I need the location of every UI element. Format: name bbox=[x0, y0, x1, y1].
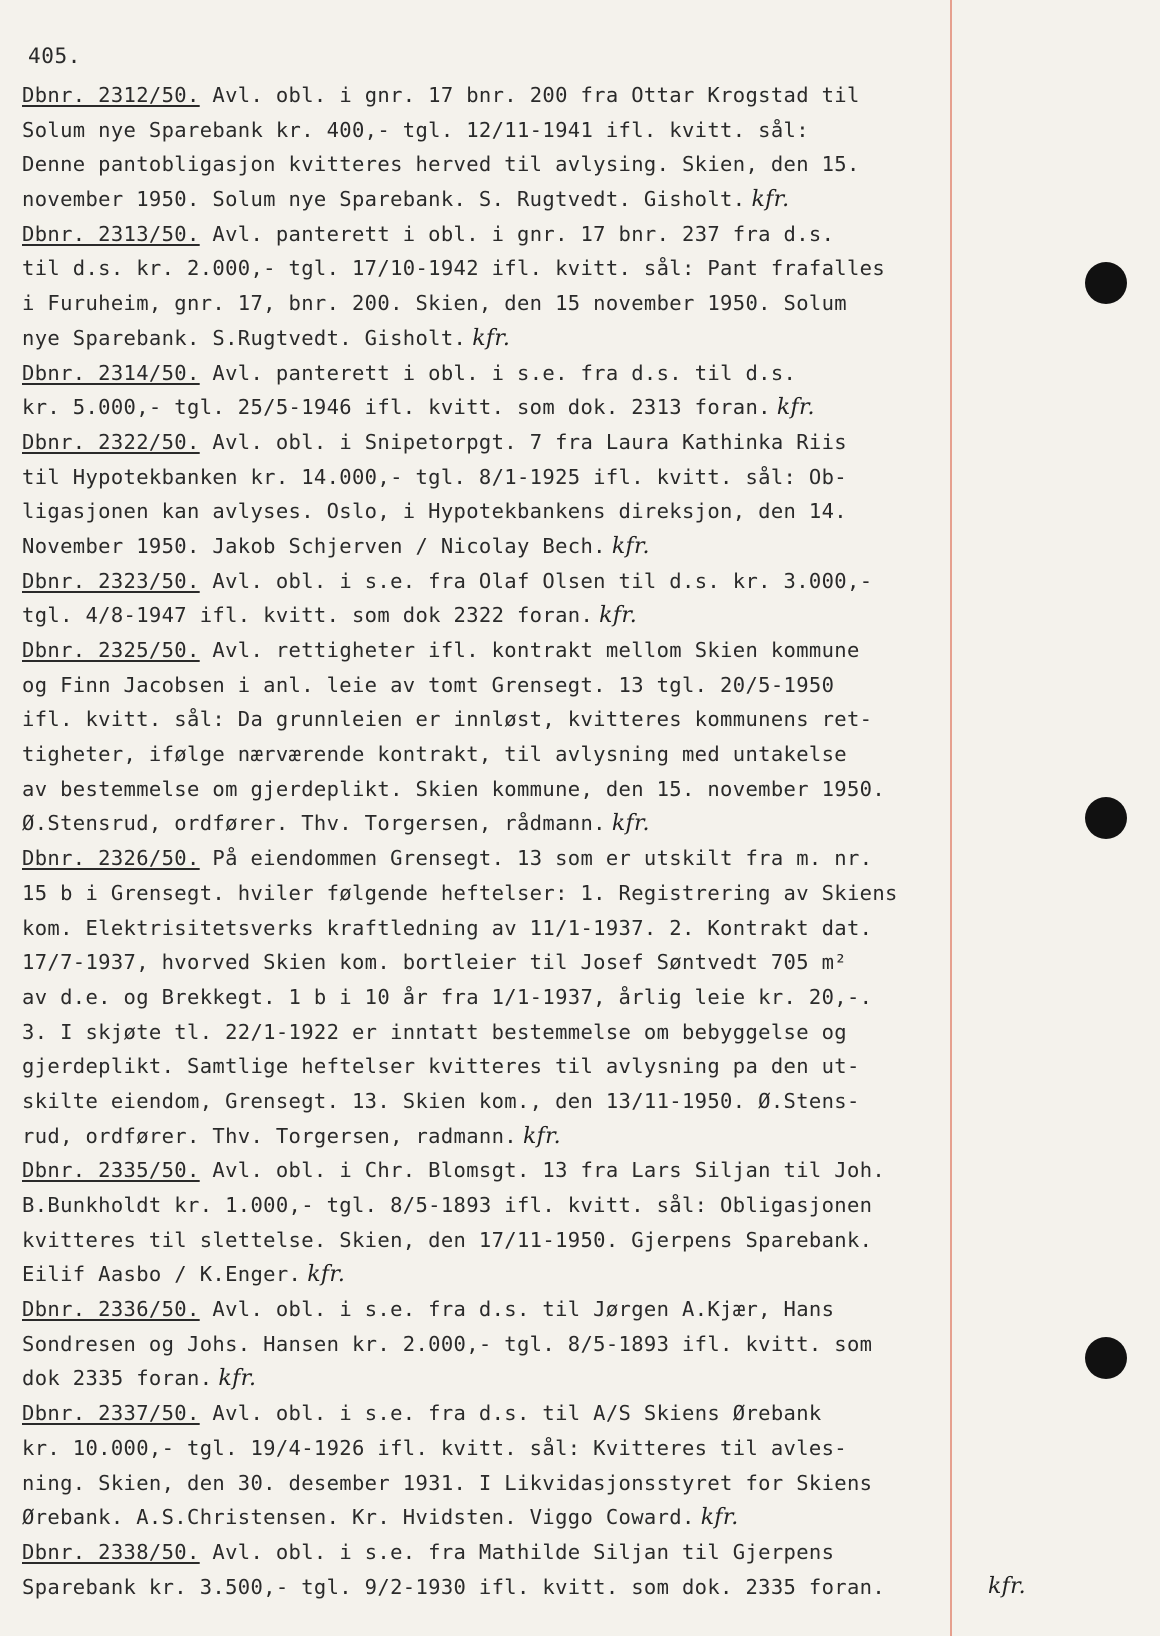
page-number: 405. bbox=[28, 44, 81, 68]
dbnr-number: Dbnr. 2335/50. bbox=[22, 1158, 200, 1183]
entry-line bbox=[22, 529, 962, 564]
entry-line bbox=[22, 1396, 962, 1431]
entry-text: ifl. kvitt. sål: Da grunnleien er innløst, kvitteres kommunens ret- bbox=[22, 707, 873, 732]
entry-text: gjerdeplikt. Samtlige heftelser kvitteres til avlysning pa den ut- bbox=[22, 1054, 860, 1079]
entry-text: Avl. rettigheter ifl. kontrakt mellom Skien kommune bbox=[199, 638, 860, 662]
dbnr-number: Dbnr. 2314/50. bbox=[22, 360, 200, 385]
entry bbox=[22, 564, 962, 633]
entry-line bbox=[22, 806, 962, 841]
entry bbox=[22, 1396, 962, 1535]
entry-text: kvitteres til slettelse. Skien, den 17/11-1950. Gjerpens Sparebank. bbox=[22, 1227, 873, 1252]
entry-text: nye Sparebank. S.Rugtvedt. Gisholt. bbox=[22, 325, 467, 350]
entry-line bbox=[22, 633, 962, 668]
entry-line bbox=[22, 876, 962, 911]
entry-text: B.Bunkholdt kr. 1.000,- tgl. 8/5-1893 ifl. kvitt. sål: Obligasjonen bbox=[22, 1193, 873, 1217]
entry-line bbox=[22, 113, 962, 148]
entry-text: Avl. obl. i gnr. 17 bnr. 200 fra Ottar Krogstad til bbox=[199, 83, 860, 107]
entry-line bbox=[22, 390, 962, 425]
signature-mark: kfr. bbox=[611, 533, 650, 559]
entry-text: rud, ordfører. Thv. Torgersen, radmann. bbox=[22, 1123, 517, 1148]
entry-line bbox=[22, 1153, 962, 1188]
entry-text: dok 2335 foran. bbox=[22, 1366, 213, 1391]
entry-line bbox=[22, 1084, 962, 1119]
entry bbox=[22, 356, 962, 425]
entry-text: På eiendommen Grensegt. 13 som er utskilt fra m. nr. bbox=[199, 846, 873, 871]
entry-line bbox=[22, 702, 962, 737]
entry-line bbox=[22, 1119, 962, 1154]
entry-text: 15 b i Grensegt. hviler følgende heftelser: 1. Registrering av Skiens bbox=[22, 880, 898, 905]
entry-line bbox=[22, 1223, 962, 1258]
entry-text: november 1950. Solum nye Sparebank. S. Rugtvedt. Gisholt. bbox=[22, 187, 746, 212]
entry-line bbox=[22, 1015, 962, 1050]
entry-line bbox=[22, 1431, 962, 1466]
dbnr-number: Dbnr. 2336/50. bbox=[22, 1297, 200, 1322]
entry-text: Avl. panterett i obl. i gnr. 17 bnr. 237 fra d.s. bbox=[199, 221, 835, 246]
entry-line bbox=[22, 425, 962, 460]
entry-text: ning. Skien, den 30. desember 1931. I Likvidasjonsstyret for Skiens bbox=[22, 1470, 873, 1495]
dbnr-number: Dbnr. 2312/50. bbox=[22, 83, 200, 107]
dbnr-number: Dbnr. 2337/50. bbox=[22, 1401, 200, 1426]
entry-line bbox=[22, 321, 962, 356]
entry-text: November 1950. Jakob Schjerven / Nicolay Bech. bbox=[22, 533, 606, 558]
entry-text: Avl. obl. i s.e. fra d.s. til Jørgen A.Kjær, Hans bbox=[199, 1297, 835, 1322]
entry-line bbox=[22, 841, 962, 876]
entry-line bbox=[22, 182, 962, 217]
entry-text: av bestemmelse om gjerdeplikt. Skien kommune, den 15. november 1950. bbox=[22, 776, 886, 801]
entry-line bbox=[22, 911, 962, 946]
entry-text: Avl. obl. i Snipetorpgt. 7 fra Laura Kathinka Riis bbox=[199, 429, 847, 454]
entry-text: til d.s. kr. 2.000,- tgl. 17/10-1942 ifl. kvitt. sål: Pant frafalles bbox=[22, 256, 886, 281]
entry bbox=[22, 78, 962, 217]
dbnr-number: Dbnr. 2338/50. bbox=[22, 1539, 200, 1564]
entry-text: til Hypotekbanken kr. 14.000,- tgl. 8/1-1925 ifl. kvitt. sål: Ob- bbox=[22, 464, 847, 489]
entry-line bbox=[22, 980, 962, 1015]
entry-line bbox=[22, 356, 962, 391]
entry bbox=[22, 841, 962, 1153]
dbnr-number: Dbnr. 2325/50. bbox=[22, 638, 200, 662]
entry-line bbox=[22, 286, 962, 321]
entry-text: Avl. obl. i s.e. fra d.s. til A/S Skiens Ørebank bbox=[199, 1401, 822, 1426]
entry-line bbox=[22, 251, 962, 286]
entry-line bbox=[22, 1257, 962, 1292]
entry bbox=[22, 633, 962, 841]
entry-text: Sparebank kr. 3.500,- tgl. 9/2-1930 ifl. kvitt. som dok. 2335 foran. bbox=[22, 1574, 886, 1599]
punch-hole bbox=[1085, 262, 1127, 304]
entry-text: Solum nye Sparebank kr. 400,- tgl. 12/11-1941 ifl. kvitt. sål: bbox=[22, 117, 809, 142]
entry-text: Avl. panterett i obl. i s.e. fra d.s. til d.s. bbox=[199, 360, 797, 385]
entry-text: tigheter, ifølge nærværende kontrakt, til avlysning med untakelse bbox=[22, 742, 847, 767]
dbnr-number: Dbnr. 2323/50. bbox=[22, 568, 200, 593]
entry-line bbox=[22, 494, 962, 529]
entry bbox=[22, 1292, 962, 1396]
entry-text: Denne pantobligasjon kvitteres herved til avlysing. Skien, den 15. bbox=[22, 152, 860, 177]
signature-mark: kfr. bbox=[776, 395, 815, 421]
signature-mark: kfr. bbox=[700, 1505, 739, 1531]
entry-text: Ørebank. A.S.Christensen. Kr. Hvidsten. Viggo Coward. bbox=[22, 1505, 695, 1530]
entry-text: Eilif Aasbo / K.Enger. bbox=[22, 1262, 302, 1287]
entry-line bbox=[22, 78, 962, 113]
entry-line bbox=[22, 668, 962, 703]
signature-mark: kfr. bbox=[523, 1123, 561, 1149]
entry-text: Avl. obl. i s.e. fra Mathilde Siljan til Gjerpens bbox=[199, 1539, 835, 1564]
signature-mark: kfr. bbox=[218, 1366, 257, 1392]
entry-line bbox=[22, 1188, 962, 1223]
entry-text: 3. I skjøte tl. 22/1-1922 er inntatt bestemmelse om bebyggelse og bbox=[22, 1019, 847, 1044]
signature-mark: kfr. bbox=[307, 1262, 346, 1288]
entry-line bbox=[22, 598, 962, 633]
entry-text: ligasjonen kan avlyses. Oslo, i Hypotekbankens direksjon, den 14. bbox=[22, 499, 847, 524]
entry-line bbox=[22, 217, 962, 252]
entry bbox=[22, 1153, 962, 1292]
entry-line bbox=[22, 460, 962, 495]
signature-mark: kfr. bbox=[611, 811, 650, 837]
entry-line bbox=[22, 1500, 962, 1535]
entry-text: 17/7-1937, hvorved Skien kom. bortleier til Josef Søntvedt 705 m² bbox=[22, 950, 847, 975]
signature-mark: kfr. bbox=[599, 603, 638, 629]
punch-hole bbox=[1085, 1337, 1127, 1379]
entry-text: i Furuheim, gnr. 17, bnr. 200. Skien, den 15 november 1950. Solum bbox=[22, 291, 847, 316]
dbnr-number: Dbnr. 2313/50. bbox=[22, 221, 200, 246]
entry bbox=[22, 217, 962, 356]
entry-text: kom. Elektrisitetsverks kraftledning av 11/1-1937. 2. Kontrakt dat. bbox=[22, 915, 873, 940]
entry-text: Avl. obl. i s.e. fra Olaf Olsen til d.s. kr. 3.000,- bbox=[199, 568, 873, 593]
entry-text: og Finn Jacobsen i anl. leie av tomt Grensegt. 13 tgl. 20/5-1950 bbox=[22, 672, 835, 697]
entry-line bbox=[22, 1361, 962, 1396]
entry-line bbox=[22, 945, 962, 980]
signature-mark: kfr. bbox=[988, 1573, 1026, 1599]
entry-text: tgl. 4/8-1947 ifl. kvitt. som dok 2322 foran. bbox=[22, 603, 594, 628]
dbnr-number: Dbnr. 2326/50. bbox=[22, 846, 200, 871]
signature-mark: kfr. bbox=[472, 325, 511, 351]
entry-text: Sondresen og Johs. Hansen kr. 2.000,- tgl. 8/5-1893 ifl. kvitt. som bbox=[22, 1331, 873, 1356]
punch-hole bbox=[1085, 797, 1127, 839]
entry-text: Ø.Stensrud, ordfører. Thv. Torgersen, rådmann. bbox=[22, 811, 606, 836]
entry bbox=[22, 425, 962, 564]
entry-line bbox=[22, 1049, 962, 1084]
entry-line bbox=[22, 772, 962, 807]
entry-line bbox=[22, 1570, 1026, 1605]
entry-line bbox=[22, 147, 962, 182]
entry-text: kr. 5.000,- tgl. 25/5-1946 ifl. kvitt. som dok. 2313 foran. bbox=[22, 395, 771, 420]
entry-line bbox=[22, 1466, 962, 1501]
dbnr-number: Dbnr. 2322/50. bbox=[22, 429, 200, 454]
entry-line bbox=[22, 564, 962, 599]
entry-text: kr. 10.000,- tgl. 19/4-1926 ifl. kvitt. sål: Kvitteres til avles- bbox=[22, 1435, 847, 1460]
entry-line bbox=[22, 737, 962, 772]
entry bbox=[22, 1535, 1026, 1604]
entry-line bbox=[22, 1327, 962, 1362]
entry-text: skilte eiendom, Grensegt. 13. Skien kom., den 13/11-1950. Ø.Stens- bbox=[22, 1088, 860, 1113]
entry-line bbox=[22, 1292, 962, 1327]
entries-list bbox=[22, 78, 1026, 1604]
entry-text: Avl. obl. i Chr. Blomsgt. 13 fra Lars Siljan til Joh. bbox=[199, 1158, 886, 1183]
entry-line bbox=[22, 1535, 962, 1570]
entry-text: av d.e. og Brekkegt. 1 b i 10 år fra 1/1-1937, årlig leie kr. 20,-. bbox=[22, 984, 873, 1009]
signature-mark: kfr. bbox=[751, 187, 790, 213]
